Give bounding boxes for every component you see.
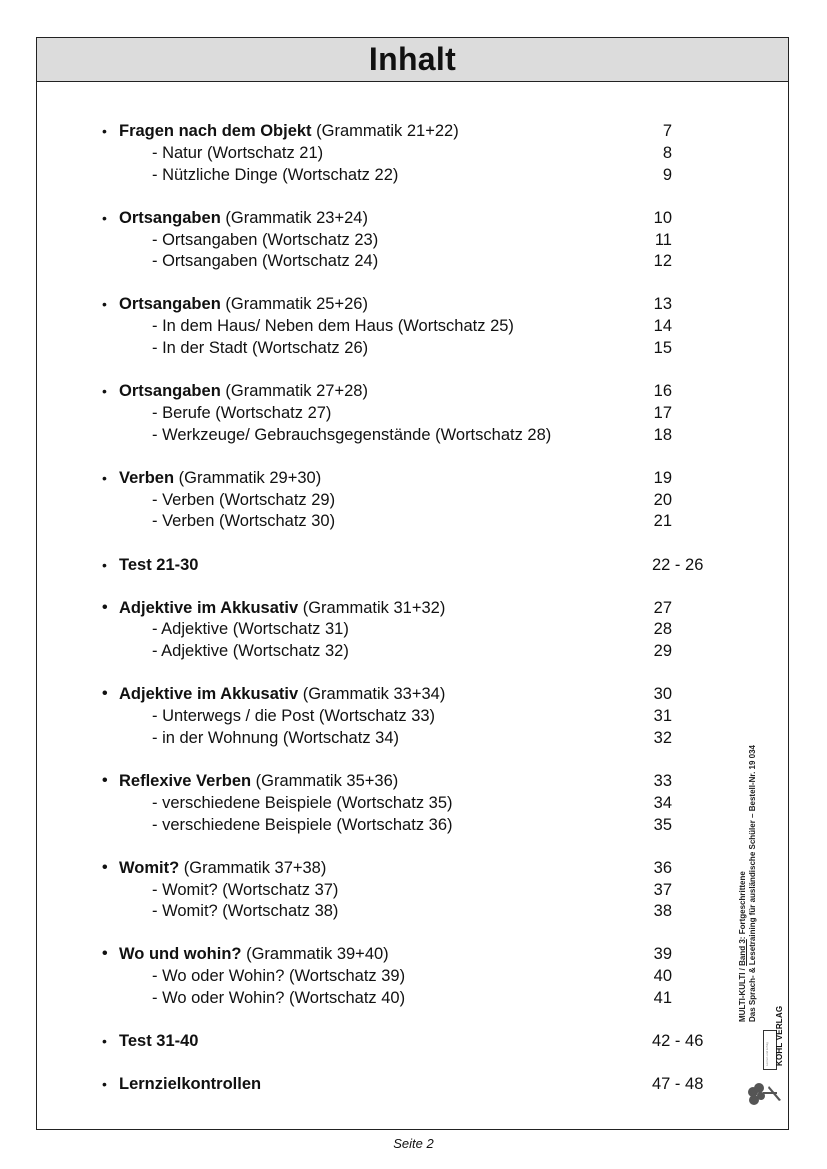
toc-page-number: 41 (653, 989, 672, 1007)
bullet-icon: • (102, 1076, 107, 1093)
page-number: Seite 2 (393, 1136, 434, 1151)
toc-page-number: 21 (653, 512, 672, 531)
toc-entry (37, 1030, 788, 1052)
toc-label: - In der Stadt (Wortschatz 26) (152, 339, 369, 357)
bullet-icon: • (102, 296, 107, 313)
toc-page-number: 22 - 26 (652, 555, 704, 574)
toc-entry (37, 380, 788, 402)
toc-page-number: 12 (653, 252, 672, 271)
toc-label: - verschiedene Beispiele (Wortschatz 35) (152, 793, 453, 812)
toc-label: Test 21-30 (119, 555, 199, 574)
toc-label: - Natur (Wortschatz 21) (152, 143, 324, 162)
toc-page-number: 19 (653, 468, 672, 487)
bullet-icon: • (102, 556, 107, 573)
toc-entry (37, 683, 788, 705)
toc-entry (37, 943, 788, 965)
bullet-icon: • (102, 469, 107, 486)
toc-label: - Verben (Wortschatz 29) (152, 490, 336, 509)
toc-page-number: 30 (653, 685, 672, 704)
toc-page-number: 39 (653, 945, 672, 964)
toc-label: - Nützliche Dinge (Wortschatz 22) (152, 165, 399, 184)
toc-entry (37, 857, 788, 879)
toc-subentry (37, 489, 788, 511)
toc-subentry (37, 879, 788, 901)
toc-page-number: 17 (653, 403, 672, 422)
toc-label: - Adjektive (Wortschatz 31) (152, 620, 349, 639)
toc-page-number: 16 (653, 382, 672, 401)
toc-subentry (37, 315, 788, 337)
toc-subentry (37, 142, 788, 164)
toc-label: - Berufe (Wortschatz 27) (152, 403, 332, 422)
toc-subentry (37, 229, 788, 251)
toc-page-number: 13 (653, 295, 672, 314)
toc-subentry (37, 727, 788, 749)
bullet-icon: • (102, 383, 107, 400)
toc-entry (37, 554, 788, 576)
toc-page-number: 36 (653, 858, 672, 877)
toc-entry (37, 293, 788, 315)
toc-page-number: 11 (654, 230, 672, 249)
toc-label: - Wo oder Wohin? (Wortschatz 40) (152, 989, 406, 1007)
toc-page-number: 15 (653, 339, 672, 357)
toc-page-number: 42 - 46 (652, 1032, 704, 1051)
toc-label: - in der Wohnung (Wortschatz 34) (152, 728, 400, 747)
toc-page-number: 29 (653, 642, 672, 661)
toc-label: - Unterwegs / die Post (Wortschatz 33) (152, 707, 436, 726)
toc-subentry (37, 640, 788, 662)
toc-subentry (37, 900, 788, 922)
toc-entry (37, 770, 788, 792)
toc-subentry (37, 792, 788, 814)
toc-page-number: 7 (662, 122, 672, 140)
toc-label: - Womit? (Wortschatz 38) (152, 902, 339, 921)
toc-subentry (37, 337, 788, 359)
toc-page-number: 9 (662, 165, 672, 184)
page-title: Inhalt (368, 41, 457, 77)
toc-label: - Verben (Wortschatz 30) (152, 512, 336, 531)
toc-page-number: 47 - 48 (652, 1075, 704, 1094)
toc-label: Ortsangaben (Grammatik 27+28) (119, 382, 368, 401)
bullet-icon: • (102, 945, 108, 963)
logo-tagline: Lernen und Erfolg (765, 1042, 769, 1066)
bullet-icon: • (102, 858, 108, 876)
toc-label: Test 31-40 (119, 1032, 199, 1051)
toc-label: - Wo oder Wohin? (Wortschatz 39) (152, 967, 406, 986)
toc-subentry (37, 402, 788, 424)
toc-page-number: 31 (653, 707, 672, 726)
toc-label: - Womit? (Wortschatz 37) (152, 880, 339, 899)
toc-label: Reflexive Verben (Grammatik 35+36) (119, 772, 399, 790)
toc-subentry (37, 164, 788, 186)
toc-label: - Ortsangaben (Wortschatz 23) (152, 230, 379, 249)
toc-label: - In dem Haus/ Neben dem Haus (Wortschatz 25) (152, 317, 514, 336)
bullet-icon: • (102, 1033, 107, 1050)
toc-page-number: 20 (653, 490, 672, 509)
toc-label: Adjektive im Akkusativ (Grammatik 33+34) (119, 685, 446, 704)
toc-page-number: 28 (653, 620, 672, 639)
toc-label: - Ortsangaben (Wortschatz 24) (152, 252, 379, 271)
toc-entry (37, 120, 788, 142)
toc-label: Lernzielkontrollen (119, 1075, 262, 1094)
toc-subentry (37, 987, 788, 1009)
toc-entry (37, 207, 788, 229)
toc-subentry (37, 424, 788, 446)
toc-label: Ortsangaben (Grammatik 25+26) (119, 295, 368, 314)
bullet-icon: • (102, 685, 108, 703)
toc-page-number: 14 (653, 317, 672, 336)
toc-entry (37, 467, 788, 489)
toc-subentry (37, 618, 788, 640)
toc-subentry (37, 250, 788, 272)
toc-page-number: 38 (653, 902, 672, 921)
toc-entry (37, 1073, 788, 1095)
toc-page-number: 18 (653, 425, 672, 444)
page-frame (36, 37, 789, 1130)
title-bar (37, 38, 788, 82)
toc-page-number: 8 (662, 143, 672, 162)
publisher-logo (745, 1005, 785, 1110)
bullet-icon: • (102, 598, 108, 616)
bullet-icon: • (102, 209, 107, 226)
toc-page-number: 40 (653, 967, 672, 986)
toc-page-number: 27 (653, 598, 672, 617)
toc-label: Womit? (Grammatik 37+38) (119, 858, 327, 877)
toc-label: Verben (Grammatik 29+30) (119, 468, 322, 487)
bullet-icon: • (102, 772, 108, 789)
toc-label: - Werkzeuge/ Gebrauchsgegenstände (Wortschatz 28) (152, 425, 552, 444)
toc-subentry (37, 705, 788, 727)
toc-label: - verschiedene Beispiele (Wortschatz 36) (152, 815, 453, 834)
toc-entry (37, 597, 788, 619)
toc-page-number: 34 (653, 793, 672, 812)
bullet-icon: • (102, 123, 107, 139)
toc-label: Fragen nach dem Objekt (Grammatik 21+22) (119, 122, 459, 140)
toc-subentry (37, 510, 788, 532)
toc-label: - Adjektive (Wortschatz 32) (152, 642, 349, 661)
toc-label: Adjektive im Akkusativ (Grammatik 31+32) (119, 598, 446, 617)
toc-page-number: 10 (653, 208, 672, 227)
toc-label: Wo und wohin? (Grammatik 39+40) (119, 945, 389, 964)
logo-name: KOHL VERLAG (775, 1005, 784, 1066)
toc-page-number: 32 (653, 728, 672, 747)
toc-page-number: 35 (653, 815, 672, 834)
toc-subentry (37, 965, 788, 987)
toc-subentry (37, 814, 788, 836)
toc-label: Ortsangaben (Grammatik 23+24) (119, 208, 368, 227)
publisher-side-note: MULTI-KULTI / Band 3: Fortgeschrittene Das Sprach- & Lesetraining für ausländische Schüler – Bestell-Nr. 19 034 (738, 745, 757, 1022)
toc-page-number: 33 (653, 772, 672, 790)
toc-page-number: 37 (653, 880, 672, 899)
